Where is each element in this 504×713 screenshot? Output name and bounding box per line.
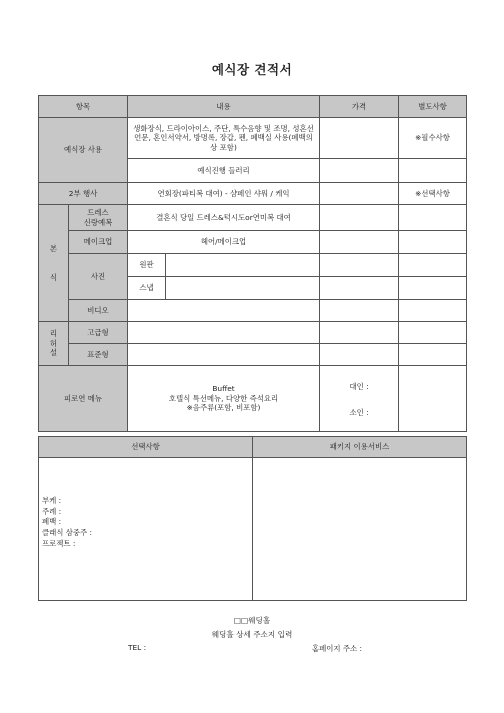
venue-price[interactable]: [320, 118, 399, 159]
main-ceremony-label: 본 식: [39, 205, 69, 322]
package-header: 패키지 이용서비스: [253, 437, 467, 458]
package-services: [253, 458, 467, 601]
photo-original-label: 원판: [128, 254, 166, 277]
venue-content-2: 예식진행 들러리: [128, 159, 320, 183]
rehearsal-standard-label: 표준형: [69, 344, 128, 366]
reception-content: Buffet 호텔식 특선메뉴, 다양한 즉석요리 ※음주류(포함, 비포함): [128, 366, 320, 432]
options-table: [38, 436, 467, 601]
makeup-price[interactable]: [320, 231, 399, 254]
rehearsal-standard-price[interactable]: [320, 344, 399, 366]
rehearsal-label: 리 허 설: [39, 322, 69, 366]
option-bouquet: 부케 :: [42, 496, 62, 505]
reception-child: 소인 :: [349, 408, 369, 417]
makeup-content: 헤어/메이크업: [128, 231, 320, 254]
option-officiant: 주례 :: [42, 506, 62, 516]
hall-address: 웨딩홀 상세 주소지 입력: [211, 630, 293, 639]
tel-label: TEL :: [128, 643, 147, 652]
dress-note: [399, 205, 467, 231]
option-classic-trio: 클래식 삼중주 :: [42, 528, 93, 538]
option-pyebaek: 폐백 :: [42, 517, 62, 527]
photo-original-note: [399, 254, 467, 277]
photo-label: 사진: [69, 254, 128, 300]
reception-label: 피로연 메뉴: [39, 366, 128, 432]
photo-original-price[interactable]: [320, 254, 399, 277]
rehearsal-standard-note: [399, 344, 467, 366]
quote-table: [38, 95, 467, 432]
header-item: 항목: [39, 96, 128, 118]
venue-label: 예식장 사용: [39, 118, 128, 183]
second-event-note: ※선택사항: [399, 183, 467, 205]
dress-content: 결혼식 당일 드레스&턱시도or연미복 대여: [128, 205, 320, 231]
reception-note: [399, 366, 467, 432]
venue-note: ※필수사항: [399, 118, 467, 159]
makeup-note: [399, 231, 467, 254]
rehearsal-premium-label: 고급형: [69, 322, 128, 344]
venue-price-2[interactable]: [320, 159, 399, 183]
second-event-price[interactable]: [320, 183, 399, 205]
photo-snap-note: [399, 277, 467, 300]
header-note: 별도사항: [399, 96, 467, 118]
options-list: [39, 458, 253, 601]
venue-content: 생화장식, 드라이아이스, 주단, 특수음향 및 조명, 성혼선언문, 혼인서약서, 방명록, 장갑, 펜, 폐백실 사용(폐백의상 포함): [128, 118, 320, 159]
rehearsal-premium-price[interactable]: [320, 322, 399, 344]
video-note: [399, 300, 467, 322]
homepage-label: 홈페이지 주소 :: [312, 644, 363, 653]
dress-label: 드레스 신랑예복: [69, 205, 128, 231]
reception-price[interactable]: [320, 366, 399, 432]
rehearsal-premium-note: [399, 322, 467, 344]
document-title: 예식장 견적서: [211, 62, 293, 77]
option-projector: 프로젝트 :: [42, 538, 76, 548]
rehearsal-standard-content: [128, 344, 320, 366]
options-header: 선택사항: [39, 437, 253, 458]
video-price[interactable]: [320, 300, 399, 322]
photo-snap-content: [166, 277, 320, 300]
header-content: 내용: [128, 96, 320, 118]
photo-original-content: [166, 254, 320, 277]
second-event-label: 2부 행사: [39, 183, 128, 205]
hall-name: □□웨딩홀: [233, 616, 271, 625]
reception-adult: 대인 :: [349, 382, 369, 392]
makeup-label: 메이크업: [69, 231, 128, 254]
second-event-content: 연회장(파티복 대여) - 샴페인 샤워 / 케익: [128, 183, 320, 205]
video-label: 비디오: [69, 300, 128, 322]
header-price: 가격: [320, 96, 399, 118]
rehearsal-premium-content: [128, 322, 320, 344]
dress-price[interactable]: [320, 205, 399, 231]
video-content: [128, 300, 320, 322]
photo-snap-label: 스냅: [128, 277, 166, 300]
venue-note-2: [399, 159, 467, 183]
photo-snap-price[interactable]: [320, 277, 399, 300]
